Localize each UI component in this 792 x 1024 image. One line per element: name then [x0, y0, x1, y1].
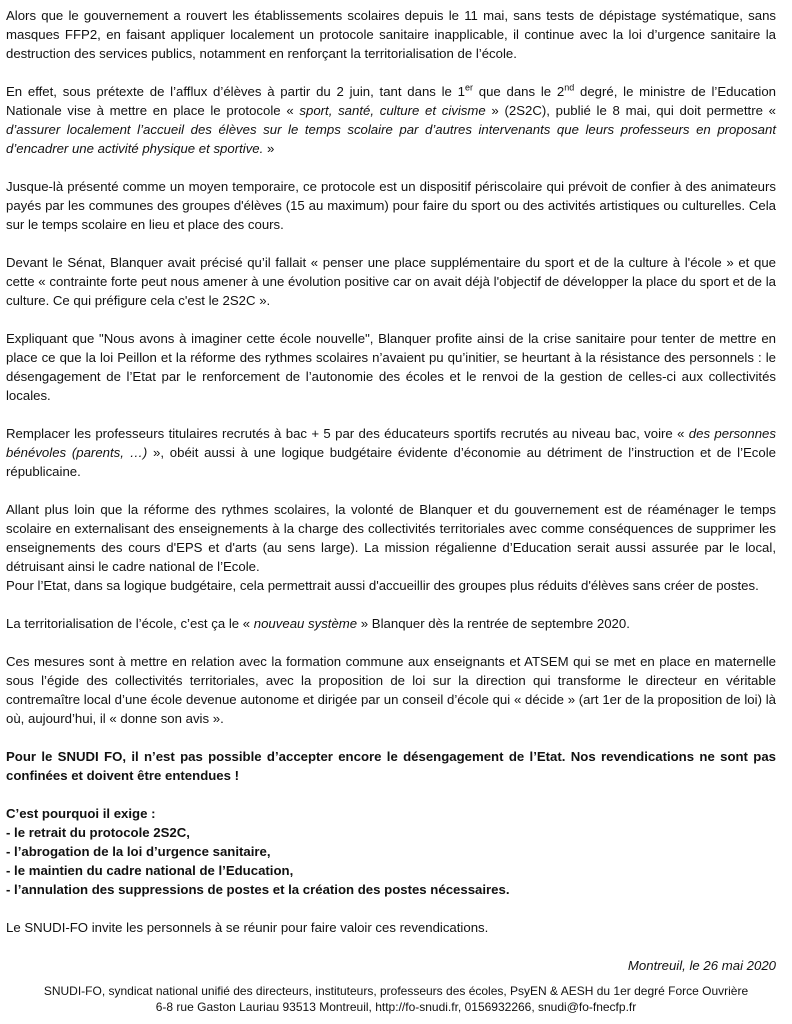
italic-quote: sport, santé, culture et civisme [299, 103, 486, 118]
paragraph-invitation: Le SNUDI-FO invite les personnels à se réunir pour faire valoir ces revendications. [6, 920, 489, 935]
text-run: » [263, 141, 275, 156]
demand-item: - le maintien du cadre national de l’Education, [6, 863, 294, 878]
text-run: », obéit aussi à une logique budgétaire évidente d’économie au détriment de l’instruction et de l’Ecole républicaine. [6, 445, 776, 479]
superscript: nd [564, 82, 575, 93]
paragraph-ecole-nouvelle: Expliquant que "Nous avons à imaginer cette école nouvelle", Blanquer profite ainsi de la crise sanitaire pour tenter de mettre en place ce que la loi Peillon et la réforme des rythmes scolaires n’avaient pu qu’initier, se heurtant à la résistance des personnels : le désengagement de l’Etat par le renforcement de l’autonomie des écoles et le renvoi de la gestion de celles-ci aux collectivités locales. [6, 331, 776, 403]
text-run: En effet, sous prétexte de l’afflux d’élèves à partir du 2 juin, tant dans le 1 [6, 84, 465, 99]
text-run: que dans le 2 [473, 84, 565, 99]
paragraph-remplacer [6, 424, 776, 481]
paragraph-dispositif: Jusque-là présenté comme un moyen temporaire, ce protocole est un dispositif périscolaire qui prévoit de confier à des animateurs payés par les communes des groupes d'élèves (15 au maximum) pour faire du sport ou des activités artistiques ou culturelles. Cela sur le temps scolaire en lieu et place des cours. [6, 179, 776, 232]
document-body [6, 6, 776, 975]
paragraph-protocole [6, 82, 776, 158]
italic-quote: d’assurer localement l’accueil des élèves sur le temps scolaire par d’autres intervenants que leurs professeurs en proposant d’encadrer une activité physique et sportive. [6, 122, 776, 156]
demand-item: - l’annulation des suppressions de postes et la création des postes nécessaires. [6, 882, 510, 897]
text-run: La territorialisation de l’école, c’est ça le « [6, 616, 254, 631]
demand-item: - l’abrogation de la loi d’urgence sanitaire, [6, 844, 271, 859]
demands-list [6, 804, 776, 899]
paragraph-territorialisation [6, 614, 776, 633]
footer [0, 983, 792, 1015]
text-run: degré, le ministre de l’Education Nationale vise à mettre en place le protocole « [6, 84, 777, 118]
superscript: er [464, 82, 473, 93]
demands-intro: C’est pourquoi il exige : [6, 806, 156, 821]
paragraph-etat: Pour l’Etat, dans sa logique budgétaire, cela permettrait aussi d'accueillir des groupes plus réduits d'élèves sans créer de postes. [6, 578, 759, 593]
paragraph-position-snudi: Pour le SNUDI FO, il n’est pas possible d’accepter encore le désengagement de l’Etat. Nos revendications ne sont pas confinées et doivent être entendues ! [6, 749, 776, 783]
text-run: » (2S2C), publié le 8 mai, qui doit permettre « [485, 103, 777, 118]
signature-date: Montreuil, le 26 mai 2020 [627, 958, 776, 973]
paragraph-mesures: Ces mesures sont à mettre en relation avec la formation commune aux enseignants et ATSEM qui se met en place en maternelle sous l’égide des collectivités territoriales, avec la proposition de loi sur la direction qui transforme le directeur en véritable contremaître local d’une école devenue autonome et dirigée par un conseil d’école qui « décide » (art 1er de la proposition de loi) là où, aujourd’hui, il « donne son avis ». [6, 654, 776, 726]
paragraph-senat: Devant le Sénat, Blanquer avait précisé qu’il fallait « penser une place supplémentaire du sport et de la culture à l'école » et que cette « contrainte forte peut nous amener à une évolution positive car on avait déjà l'objectif de développer la place du sport et de la culture. Ce qui préfigure cela c'est le 2S2C ». [6, 255, 776, 308]
text-run: Remplacer les professeurs titulaires recrutés à bac + 5 par des éducateurs sportifs recrutés au niveau bac, voire « [6, 426, 689, 441]
paragraph-rythmes: Allant plus loin que la réforme des rythmes scolaires, la volonté de Blanquer et du gouvernement est de réaménager le temps scolaire en externalisant des enseignements à la charge des collectivités territoriales avec comme conséquences de supprimer les enseignements des cours d'EPS et d'arts (au sens large). La mission régalienne d’Education serait aussi assurée par le local, détruisant ainsi le cadre national de l’Ecole. [6, 502, 776, 574]
paragraph-intro: Alors que le gouvernement a rouvert les établissements scolaires depuis le 11 mai, sans tests de dépistage systématique, sans masques FFP2, en faisant appliquer localement un protocole sanitaire inapplicable, il continue avec la loi d’urgence sanitaire la destruction des services publics, notamment en renforçant la territorialisation de l’école. [6, 8, 776, 61]
demand-item: - le retrait du protocole 2S2C, [6, 825, 190, 840]
italic-quote: des personnes bénévoles (parents, …) [6, 426, 776, 460]
text-run: » Blanquer dès la rentrée de septembre 2020. [357, 616, 630, 631]
italic-term: nouveau système [253, 616, 358, 631]
footer-line-1: SNUDI-FO, syndicat national unifié des directeurs, instituteurs, professeurs des écoles, PsyEN & AESH du 1er degré Force Ouvrière [43, 984, 749, 998]
footer-line-2: 6-8 rue Gaston Lauriau 93513 Montreuil, http://fo-snudi.fr, 0156932266, snudi@fo-fnecfp.fr [155, 1000, 637, 1014]
